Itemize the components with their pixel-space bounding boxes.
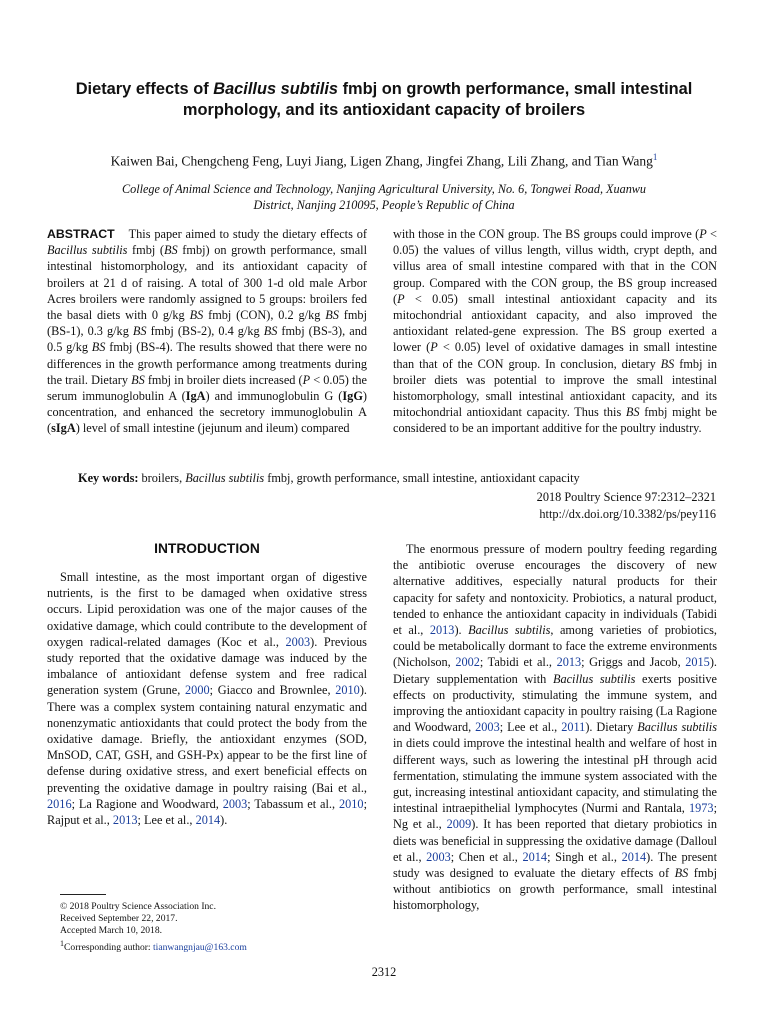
citation-link[interactable]: 2003 <box>285 634 311 649</box>
copyright-note: © 2018 Poultry Science Association Inc. <box>60 901 216 912</box>
footnote-rule <box>60 894 106 895</box>
keywords: Key words: broilers, Bacillus subtilis fmbj, growth performance, small intestine, antioxidant capacity <box>78 471 580 485</box>
title-species: Bacillus subtilis <box>213 80 339 98</box>
citation-link[interactable]: 2002 <box>455 655 480 670</box>
citation-block <box>537 489 716 523</box>
introduction-left <box>47 569 367 828</box>
corresponding-author-note: $^1$Corresponding author: tianwangnjau@163.com <box>60 938 247 953</box>
abstract-left <box>47 226 367 437</box>
footnotes <box>60 901 360 954</box>
introduction-right <box>393 541 717 914</box>
citation-link[interactable]: 2003 <box>426 849 451 864</box>
abstract-text-continued: with those in the CON group. The BS groups could improve (P < 0.05) the values of villus length, villus width, crypt depth, and villus area of small intestine compared with that in the CON group. Compared with the CON group, the BS group increased (P < 0.05) small intestinal antioxidant capacity and its mitochondrial antioxidant capacity, and also improved the antioxidant related-gene expression. The BS group exerted a lower (P < 0.05) level of oxidative damages in small intestine than that of the CON group. In conclusion, dietary BS fmbj in broiler diets was potential to improve the small intestinal histomorphology, small intestinal antioxidant capacity, and its mitochondrial antioxidant capacity. Thus this BS fmbj might be considered to be an important additive for the poultry industry. <box>393 227 718 436</box>
citation-link[interactable]: 2003 <box>475 720 500 735</box>
received-date: Received September 22, 2017. <box>60 913 178 925</box>
citation-link[interactable]: 2015 <box>685 655 710 670</box>
introduction-heading: INTRODUCTION <box>154 541 260 556</box>
citation-link[interactable]: 2011 <box>561 720 586 735</box>
article-title: Dietary effects of Bacillus subtilis fmbj on growth performance, small intestinal morphology, and its antioxidant capacity of broilers <box>75 80 693 119</box>
citation-link[interactable]: 2014 <box>522 849 548 864</box>
citation-link[interactable]: 2014 <box>621 849 647 864</box>
abstract-right <box>393 226 717 437</box>
author-email-link[interactable]: tianwangnjau@163.com <box>153 941 247 953</box>
citation-link[interactable]: 2013 <box>556 655 582 670</box>
citation-link[interactable]: 2013 <box>429 623 455 638</box>
introduction-paragraph-1: Small intestine, as the most important organ of digestive nutrients, is the first to be damaged when oxidative stress occurs. Lipid peroxidation was one of the major causes of the oxidative damage, which could contribute to the development of oxygen radical-related damages (Koc et al., 2003). Previous study reported that the oxidative damage was induced by the imbalance of antioxidant defense system and free radical generation system (Grune, 2000; Giacco and Brownlee, 2010). There was a complex system containing natural enzymatic and nonenzymatic antioxidants that could protect the body from the oxidative damage. Briefly, the antioxidant enzymes (SOD, MnSOD, CAT, GSH, and GSH-Px) appear to be the first line of defense during oxidative stress, and exert beneficial effects on preventing the oxidative damage in poultry raising (Bai et al., 2016; La Ragione and Woodward, 2003; Tabassum et al., 2010; Rajput et al., 2013; Lee et al., 2014). <box>47 570 367 828</box>
doi-link[interactable]: http://dx.doi.org/10.3382/ps/pey116 <box>539 507 716 521</box>
corresponding-author-mark[interactable]: 1 <box>652 152 658 162</box>
citation-link[interactable]: 2014 <box>195 813 221 828</box>
citation-link[interactable]: 2010 <box>335 683 360 698</box>
abstract-text: ABSTRACT This paper aimed to study the dietary effects of Bacillus subtilis fmbj (BS fmbj) on growth performance, small intestinal histomorphology, and its antioxidant capacity of broilers at 21 d of raising. A total of 300 1-d old male Arbor Acres broilers were randomly assigned to 5 groups: broilers fed the basal diets with 0 g/kg BS fmbj (CON), 0.2 g/kg BS fmbj (BS-1), 0.3 g/kg BS fmbj (BS-2), 0.4 g/kg BS fmbj (BS-3), and 0.5 g/kg BS fmbj (BS-4). The results showed that there were no differences in the growth performance among treatments during the trail. Dietary BS fmbj in broiler diets increased (P < 0.05) the serum immunoglobulin A (IgA) and immunoglobulin G (IgG) concentration, and enhanced the secretory immunoglobulin A (sIgA) level of small intestine (jejunum and ileum) compared <box>47 227 368 436</box>
affiliation: College of Animal Science and Technology, Nanjing Agricultural University, No. 6, Tongwei Road, Xuanwu District, Nanjing 210095, People’s Republic of China <box>121 182 647 212</box>
page-number: 2312 <box>371 965 397 979</box>
journal-reference: 2018 Poultry Science 97:2312–2321 <box>536 490 716 504</box>
citation-link[interactable]: 2003 <box>222 796 248 811</box>
keywords-label: Key words: <box>78 471 139 485</box>
abstract-label: ABSTRACT <box>47 227 115 241</box>
author-list: Kaiwen Bai, Chengcheng Feng, Luyi Jiang, Ligen Zhang, Jingfei Zhang, Lili Zhang, and Tian Wang$^1$ <box>110 152 658 169</box>
citation-link[interactable]: 2016 <box>47 796 72 811</box>
citation-link[interactable]: 2010 <box>338 796 364 811</box>
accepted-date: Accepted March 10, 2018. <box>60 925 163 937</box>
citation-link[interactable]: 2000 <box>185 683 210 698</box>
citation-link[interactable]: 2009 <box>446 817 472 832</box>
citation-link[interactable]: 1973 <box>688 801 714 816</box>
citation-link[interactable]: 2013 <box>112 813 138 828</box>
introduction-paragraph-2: The enormous pressure of modern poultry feeding regarding the antibiotic overuse encourages the discovery of new alternative additives, especially natural products for their capacity for safety and nontoxicity. Probiotics, a natural product, tended to enhance the antioxidant capacity in individuals (Tabidi et al., 2013). Bacillus subtilis, among varieties of probiotics, could be metabolically dormant to face the extreme environments (Nicholson, 2002; Tabidi et al., 2013; Griggs and Jacob, 2015). Dietary supplementation with Bacillus subtilis exerts positive effects on productivity, stimulating the immune system, and improving the antioxidant capacity in poultry raising (La Ragione and Woodward, 2003; Lee et al., 2011). Dietary Bacillus subtilis in diets could improve the intestinal health and welfare of host in different ways, such as lowering the intestinal pH through acid fermentation, stimulating the immune system associated with the gut, increasing intestinal antioxidant capacity, and stimulating the intestinal intraepithelial lymphocytes (Nurmi and Rantala, 1973; Ng et al., 2009). It has been reported that dietary probiotics in diets was beneficial in suppressing the oxidative damage (Dalloul et al., 2003; Chen et al., 2014; Singh et al., 2014). The present study was designed to evaluate the dietary effects of BS fmbj without antibiotics on growth performance, small intestinal histomorphology, <box>393 542 717 913</box>
